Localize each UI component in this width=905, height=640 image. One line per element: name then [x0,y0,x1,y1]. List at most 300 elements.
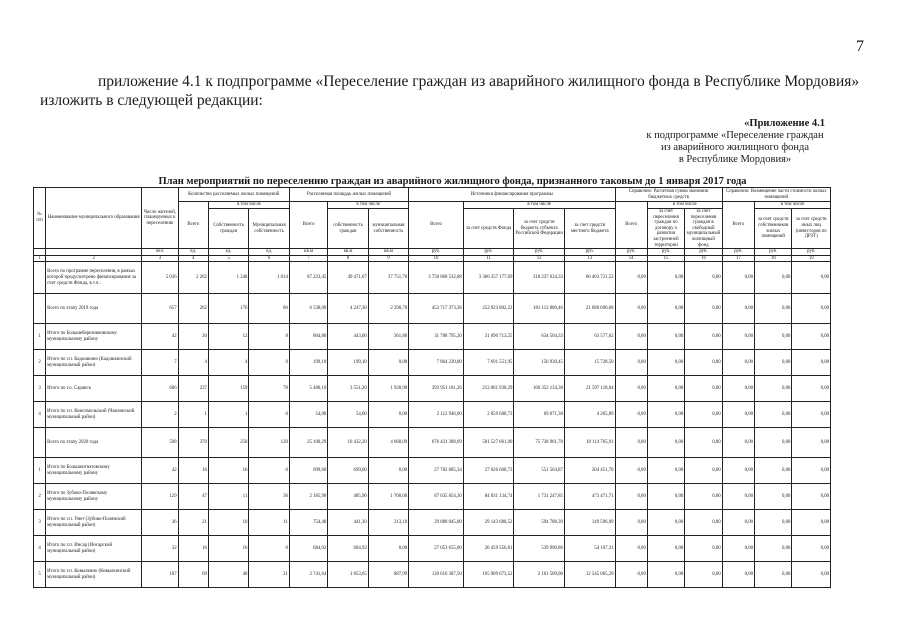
plan-table-wrapper [33,187,831,588]
row-value: 539 990,86 [514,536,565,562]
plan-table [33,187,831,588]
row-value: 0,00 [792,562,831,588]
unit-cell: руб. [755,249,792,256]
row-value: 12 [208,324,248,350]
row-value: 0,00 [755,484,792,510]
appendix-line-1: к подпрограмме «Переселение граждан [646,130,824,141]
row-value: 0,00 [722,484,754,510]
row-value: 120 616 387,50 [409,562,464,588]
intro-text [40,72,860,110]
row-value: 0 [249,350,289,376]
row-value: 0,00 [722,324,754,350]
header-rooms-citizens: Собственность граждан [208,209,248,249]
row-value: 3 366 357 177,69 [463,262,514,294]
row-value: 87 223,45 [289,262,327,294]
row-value: 129 [142,484,178,510]
row-value: 0,00 [792,376,831,402]
row-value: 0,00 [685,510,722,536]
index-cell: 18 [755,255,792,262]
row-value: 84 831 134,74 [463,484,514,510]
table-row [34,458,831,484]
row-value: 204 451,70 [564,458,615,484]
row-value: 1 928,90 [368,376,408,402]
row-value: 0,00 [368,536,408,562]
index-cell: 4 [178,255,208,262]
row-value: 21 [249,562,289,588]
row-value: 0,00 [755,376,792,402]
row-value: 4 668,09 [368,428,408,458]
appendix-line-3: в Республике Мордовия» [678,154,792,165]
row-value: 594 788,39 [514,510,565,536]
index-cell: 13 [564,255,615,262]
row-value: 0,00 [755,458,792,484]
header-area-municipal: муниципальная собственность [368,209,408,249]
unit-cell: кв.м [328,249,368,256]
row-number: 3 [34,510,46,536]
row-value: 159 [208,376,248,402]
row-value: 16 [178,458,208,484]
row-value: 0,00 [647,562,684,588]
row-value: 0,00 [755,324,792,350]
row-value: 27 026 668,73 [463,458,514,484]
row-value: 0,00 [755,402,792,428]
row-value: 11 [208,484,248,510]
table-row [34,484,831,510]
row-number [34,294,46,324]
row-value: 393 951 181,26 [409,376,464,402]
appendix-line-2: из аварийного жилищного фонда [660,142,810,153]
row-value: 0,00 [685,536,722,562]
row-value: 199,10 [289,350,327,376]
row-value: 3 750 868 532,88 [409,262,464,294]
row-value: 176 [208,294,248,324]
row-value: 5 036 [142,262,178,294]
row-value: 87 035 854,30 [409,484,464,510]
row-number: 2 [34,350,46,376]
row-value: 54,00 [289,402,327,428]
row-value: 0,00 [722,458,754,484]
unit-cell: руб. [722,249,754,256]
row-value: 0,00 [685,350,722,376]
row-name: Итого по Зубово-Полянскому муниципальному району [46,484,142,510]
index-cell: 15 [647,255,684,262]
table-row [34,402,831,428]
index-cell: 2 [46,255,142,262]
index-cell: 7 [289,255,327,262]
row-name: Всего по этапу 2019 года [46,294,142,324]
row-value: 473 471,71 [564,484,615,510]
index-cell: 9 [368,255,408,262]
unit-cell [34,249,46,256]
row-value: 0,00 [647,484,684,510]
row-value: 27 053 655,00 [409,536,464,562]
row-value: 657 [142,294,178,324]
header-fin-regional: за счет средств бюджета субъекта Российской Федерации [514,209,565,249]
row-value: 107 [142,562,178,588]
row-value: 212 061 938,29 [463,376,514,402]
row-value: 0,00 [615,262,647,294]
index-cell: 8 [328,255,368,262]
index-cell: 10 [409,255,464,262]
row-value: 0,00 [792,458,831,484]
row-value: 0,00 [792,536,831,562]
header-mo: Наименование муниципального образования [46,188,142,249]
row-value: 63 577,62 [564,324,615,350]
row-value: 1 248 [208,262,248,294]
header-area-group: Расселяемая площадь жилых помещений [289,188,408,202]
table-row [34,350,831,376]
row-value: 21 597 118,64 [564,376,615,402]
row-value: 370 [178,428,208,458]
row-value: 48 [208,562,248,588]
row-value: 1 [208,402,248,428]
row-value: 1 014 [249,262,289,294]
row-value: 21 [178,510,208,536]
header-rooms-incl: в том числе [208,202,289,209]
header-ref1-group: Справочно: Расчетная сумма экономии бюджетных средств [615,188,722,202]
row-value: 0,00 [647,262,684,294]
row-value: 0,00 [647,536,684,562]
header-finance-group: Источники финансирования программы [409,188,615,202]
row-value: 18 114 765,91 [564,428,615,458]
row-value: 0,00 [722,402,754,428]
row-value: 0,00 [685,402,722,428]
row-value: 252 923 802,22 [463,294,514,324]
row-value: 0,00 [722,562,754,588]
header-fin-local: за счет средств местного бюджета [564,209,615,249]
table-body [34,262,831,588]
row-value: 684,92 [289,536,327,562]
unit-cell: руб. [615,249,647,256]
row-number: 1 [34,458,46,484]
row-value: 15 728,50 [564,350,615,376]
row-value: 54 107,31 [564,536,615,562]
unit-cell [46,249,142,256]
row-value: 0,00 [685,262,722,294]
row-value: 0,00 [647,350,684,376]
header-fin-incl: в том числе [463,202,615,209]
row-value: 149 596,09 [564,510,615,536]
unit-cell: руб. [409,249,464,256]
row-value: 0,00 [615,458,647,484]
unit-cell: чел. [142,249,178,256]
unit-cell: руб. [685,249,722,256]
row-value: 0,00 [792,484,831,510]
row-value: 0,00 [722,428,754,458]
appendix-block [585,118,825,166]
row-value: 54,00 [328,402,368,428]
row-value: 1 700,00 [368,484,408,510]
row-value: 0,00 [685,562,722,588]
index-cell: 16 [685,255,722,262]
table-row [34,536,831,562]
unit-cell: кв.м [289,249,327,256]
row-number: 5 [34,562,46,588]
row-value: 0,00 [647,510,684,536]
row-value: 441,30 [328,510,368,536]
row-value: 69 [178,562,208,588]
row-number: 3 [34,376,46,402]
row-value: 16 [178,536,208,562]
column-index-row [34,255,831,262]
header-fin-total: Всего [409,202,464,249]
index-cell: 5 [208,255,248,262]
row-value: 0,00 [685,324,722,350]
index-cell: 19 [792,255,831,262]
row-value: 0,00 [615,428,647,458]
row-value: 1 731 247,85 [514,484,565,510]
row-value: 2 741,64 [289,562,327,588]
row-value: 754,40 [289,510,327,536]
row-value: 3 551,20 [328,376,368,402]
row-value: 37 751,76 [368,262,408,294]
row-value: 598 [142,428,178,458]
row-number: 4 [34,536,46,562]
row-value: 684,92 [328,536,368,562]
header-rooms-municipal: Муниципальная собственность [249,209,289,249]
row-value: 86 [249,294,289,324]
row-value: 7 864 230,00 [409,350,464,376]
row-value: 36 [249,484,289,510]
row-value: 160 352 134,38 [514,376,565,402]
row-name: Всего по этапу 2020 года [46,428,142,458]
row-value: 0,00 [615,510,647,536]
row-value: 0,00 [722,536,754,562]
row-value: 21 680 690,68 [564,294,615,324]
table-row [34,294,831,324]
row-value: 120 [249,428,289,458]
unit-cell: кв.м [368,249,408,256]
unit-cell: руб. [792,249,831,256]
unit-cell: руб. [647,249,684,256]
row-value: 2 290,70 [368,294,408,324]
row-value: 7 691 551,95 [463,350,514,376]
row-value: 551 564,87 [514,458,565,484]
header-ref2-owners: за счет средств собственников жилых помещений [755,209,792,249]
row-value: 443,00 [328,324,368,350]
index-cell: 11 [463,255,514,262]
row-value: 6 538,00 [289,294,327,324]
row-value: 0,00 [647,402,684,428]
header-area-incl: в том числе [328,202,409,209]
row-value: 0,00 [615,562,647,588]
row-value: 0,00 [615,294,647,324]
row-value: 0,00 [615,376,647,402]
row-value: 20 [178,324,208,350]
row-value: 2 112 946,00 [409,402,464,428]
intro-line-2: изложить в следующей редакции: [40,92,263,109]
row-value: 0,00 [647,428,684,458]
row-value: 262 [178,294,208,324]
row-value: 0,00 [792,350,831,376]
row-value: 0,00 [755,350,792,376]
row-value: 0,00 [792,402,831,428]
table-row [34,510,831,536]
row-value: 0,00 [755,536,792,562]
row-value: 0,00 [792,324,831,350]
table-row [34,262,831,294]
header-ref1-incl: в том числе [647,202,722,209]
row-value: 4 [208,350,248,376]
row-value: 0,00 [685,294,722,324]
header-inhabitants: Число жителей, планируемых к переселению [142,188,178,249]
row-value: 8 [249,324,289,350]
row-name: Итого по г.п. Комсомольский (Чамзинский муниципальный район) [46,402,142,428]
index-cell: 17 [722,255,754,262]
row-value: 181 112 880,46 [514,294,565,324]
row-value: 29 888 045,00 [409,510,464,536]
row-value: 0,00 [792,428,831,458]
row-number: 2 [34,484,46,510]
row-value: 0,00 [685,484,722,510]
unit-cell: ед. [208,249,248,256]
row-value: 78 [249,376,289,402]
row-value: 199,10 [328,350,368,376]
row-value: 0,00 [755,510,792,536]
units-row [34,249,831,256]
row-value: 0 [249,458,289,484]
header-ref1-drzt: за счет переселения граждан по договору о развитии застроенной территории [647,209,684,249]
row-value: 47 [178,484,208,510]
row-number [34,428,46,458]
row-value: 0,00 [755,428,792,458]
index-cell: 14 [615,255,647,262]
row-name: Всего по программе переселения, в рамках которой предусмотрено финансирование за счет средств Фонда, в т.ч.: [46,262,142,294]
row-value: 36 [142,510,178,536]
row-value: 66 403 721,52 [564,262,615,294]
row-value: 606 [142,376,178,402]
row-value: 0,00 [722,262,754,294]
row-value: 804,80 [289,324,327,350]
table-row [34,562,831,588]
row-value: 42 [142,458,178,484]
row-number: 4 [34,402,46,428]
unit-cell: руб. [564,249,615,256]
row-value: 0,00 [647,376,684,402]
row-value: 0,00 [755,562,792,588]
row-value: 0,00 [615,536,647,562]
row-value: 4 [178,350,208,376]
row-value: 2 185,90 [289,484,327,510]
table-row [34,324,831,350]
row-value: 0,00 [368,402,408,428]
row-value: 485,90 [328,484,368,510]
row-value: 699,60 [289,458,327,484]
row-value: 887,99 [368,562,408,588]
row-value: 31 090 713,25 [463,324,514,350]
row-value: 0,00 [755,294,792,324]
index-cell: 6 [249,255,289,262]
row-value: 0,00 [685,458,722,484]
row-value: 7 [142,350,178,376]
header-rooms-group: Количество расселяемых жилых помещений [178,188,289,202]
row-value: 4 247,30 [328,294,368,324]
row-value: 2 059 608,73 [463,402,514,428]
row-value: 0,00 [685,376,722,402]
row-name: Итого по г.п. Инсар (Инсарский муниципальный район) [46,536,142,562]
row-value: 69 071,38 [514,402,565,428]
unit-cell: руб. [463,249,514,256]
row-value: 4 265,89 [564,402,615,428]
row-value: 2 161 509,00 [514,562,565,588]
index-cell: 1 [34,255,46,262]
table-row [34,376,831,402]
row-value: 16 [208,536,248,562]
row-value: 361,80 [368,324,408,350]
header-area-citizens: собственность граждан [328,209,368,249]
row-value: 0,00 [792,510,831,536]
unit-cell: ед. [178,249,208,256]
unit-cell: ед. [249,249,289,256]
row-value: 32 [142,536,178,562]
row-value: 0,00 [722,350,754,376]
row-value: 1 853,65 [328,562,368,588]
row-value: 16 [208,458,248,484]
row-value: 318 237 634,33 [514,262,565,294]
header-rooms-total: Всего [178,202,208,249]
index-cell: 3 [142,255,178,262]
row-name: Итого по Большеберезниковскому муниципальному району [46,324,142,350]
row-name: Итого по г.п. Ковылкино (Ковылкинский муниципальный район) [46,562,142,588]
page-number: 7 [856,38,864,55]
row-value: 2 262 [178,262,208,294]
row-value: 0,00 [792,294,831,324]
row-value: 10 432,20 [328,428,368,458]
row-value: 453 717 373,36 [409,294,464,324]
row-value: 75 738 961,78 [514,428,565,458]
row-value: 12 545 065,29 [564,562,615,588]
row-value: 0,00 [685,428,722,458]
row-number [34,262,46,294]
row-value: 25 100,29 [289,428,327,458]
unit-cell: руб. [514,249,565,256]
row-value: 0,00 [722,294,754,324]
row-value: 0,00 [722,376,754,402]
header-ref1-total: Всего [615,202,647,249]
row-value: 2 [142,402,178,428]
row-value: 0,00 [647,458,684,484]
header-ref2-group: Справочно: Возмещение части стоимости жилых помещений [722,188,830,202]
row-value: 11 [249,510,289,536]
row-name: Итого по Большеигнатовскому муниципальному району [46,458,142,484]
row-value: 105 909 673,52 [463,562,514,588]
row-value: 5 480,10 [289,376,327,402]
row-value: 699,60 [328,458,368,484]
index-cell: 12 [514,255,565,262]
table-row [34,428,831,458]
row-value: 0,00 [647,324,684,350]
row-value: 237 [178,376,208,402]
row-value: 31 788 795,20 [409,324,464,350]
row-value: 581 527 661,00 [463,428,514,458]
header-fin-fund: за счет средств Фонда [463,209,514,249]
row-value: 0,00 [368,350,408,376]
plan-title: План мероприятий по переселению граждан из аварийного жилищного фонда, признанного таковым до 1 января 2017 года [158,176,747,187]
row-value: 0,00 [615,402,647,428]
row-name: Итого по г.п. Умет (Зубово-Полянский муниципальный район) [46,510,142,536]
row-value: 250 [208,428,248,458]
row-value: 26 459 556,81 [463,536,514,562]
row-value: 0,00 [755,262,792,294]
row-name: Итого по г.о. Саранск [46,376,142,402]
row-value: 0,00 [615,484,647,510]
row-value: 313,10 [368,510,408,536]
header-area-total: Всего [289,202,327,249]
row-value: 29 143 680,52 [463,510,514,536]
row-value: 10 [208,510,248,536]
appendix-title: «Приложение 4.1 [744,118,825,129]
intro-line-1: приложение 4.1 к подпрограмме «Переселение граждан из аварийного жилищного фонда в Республике Мордовия» [98,73,860,90]
